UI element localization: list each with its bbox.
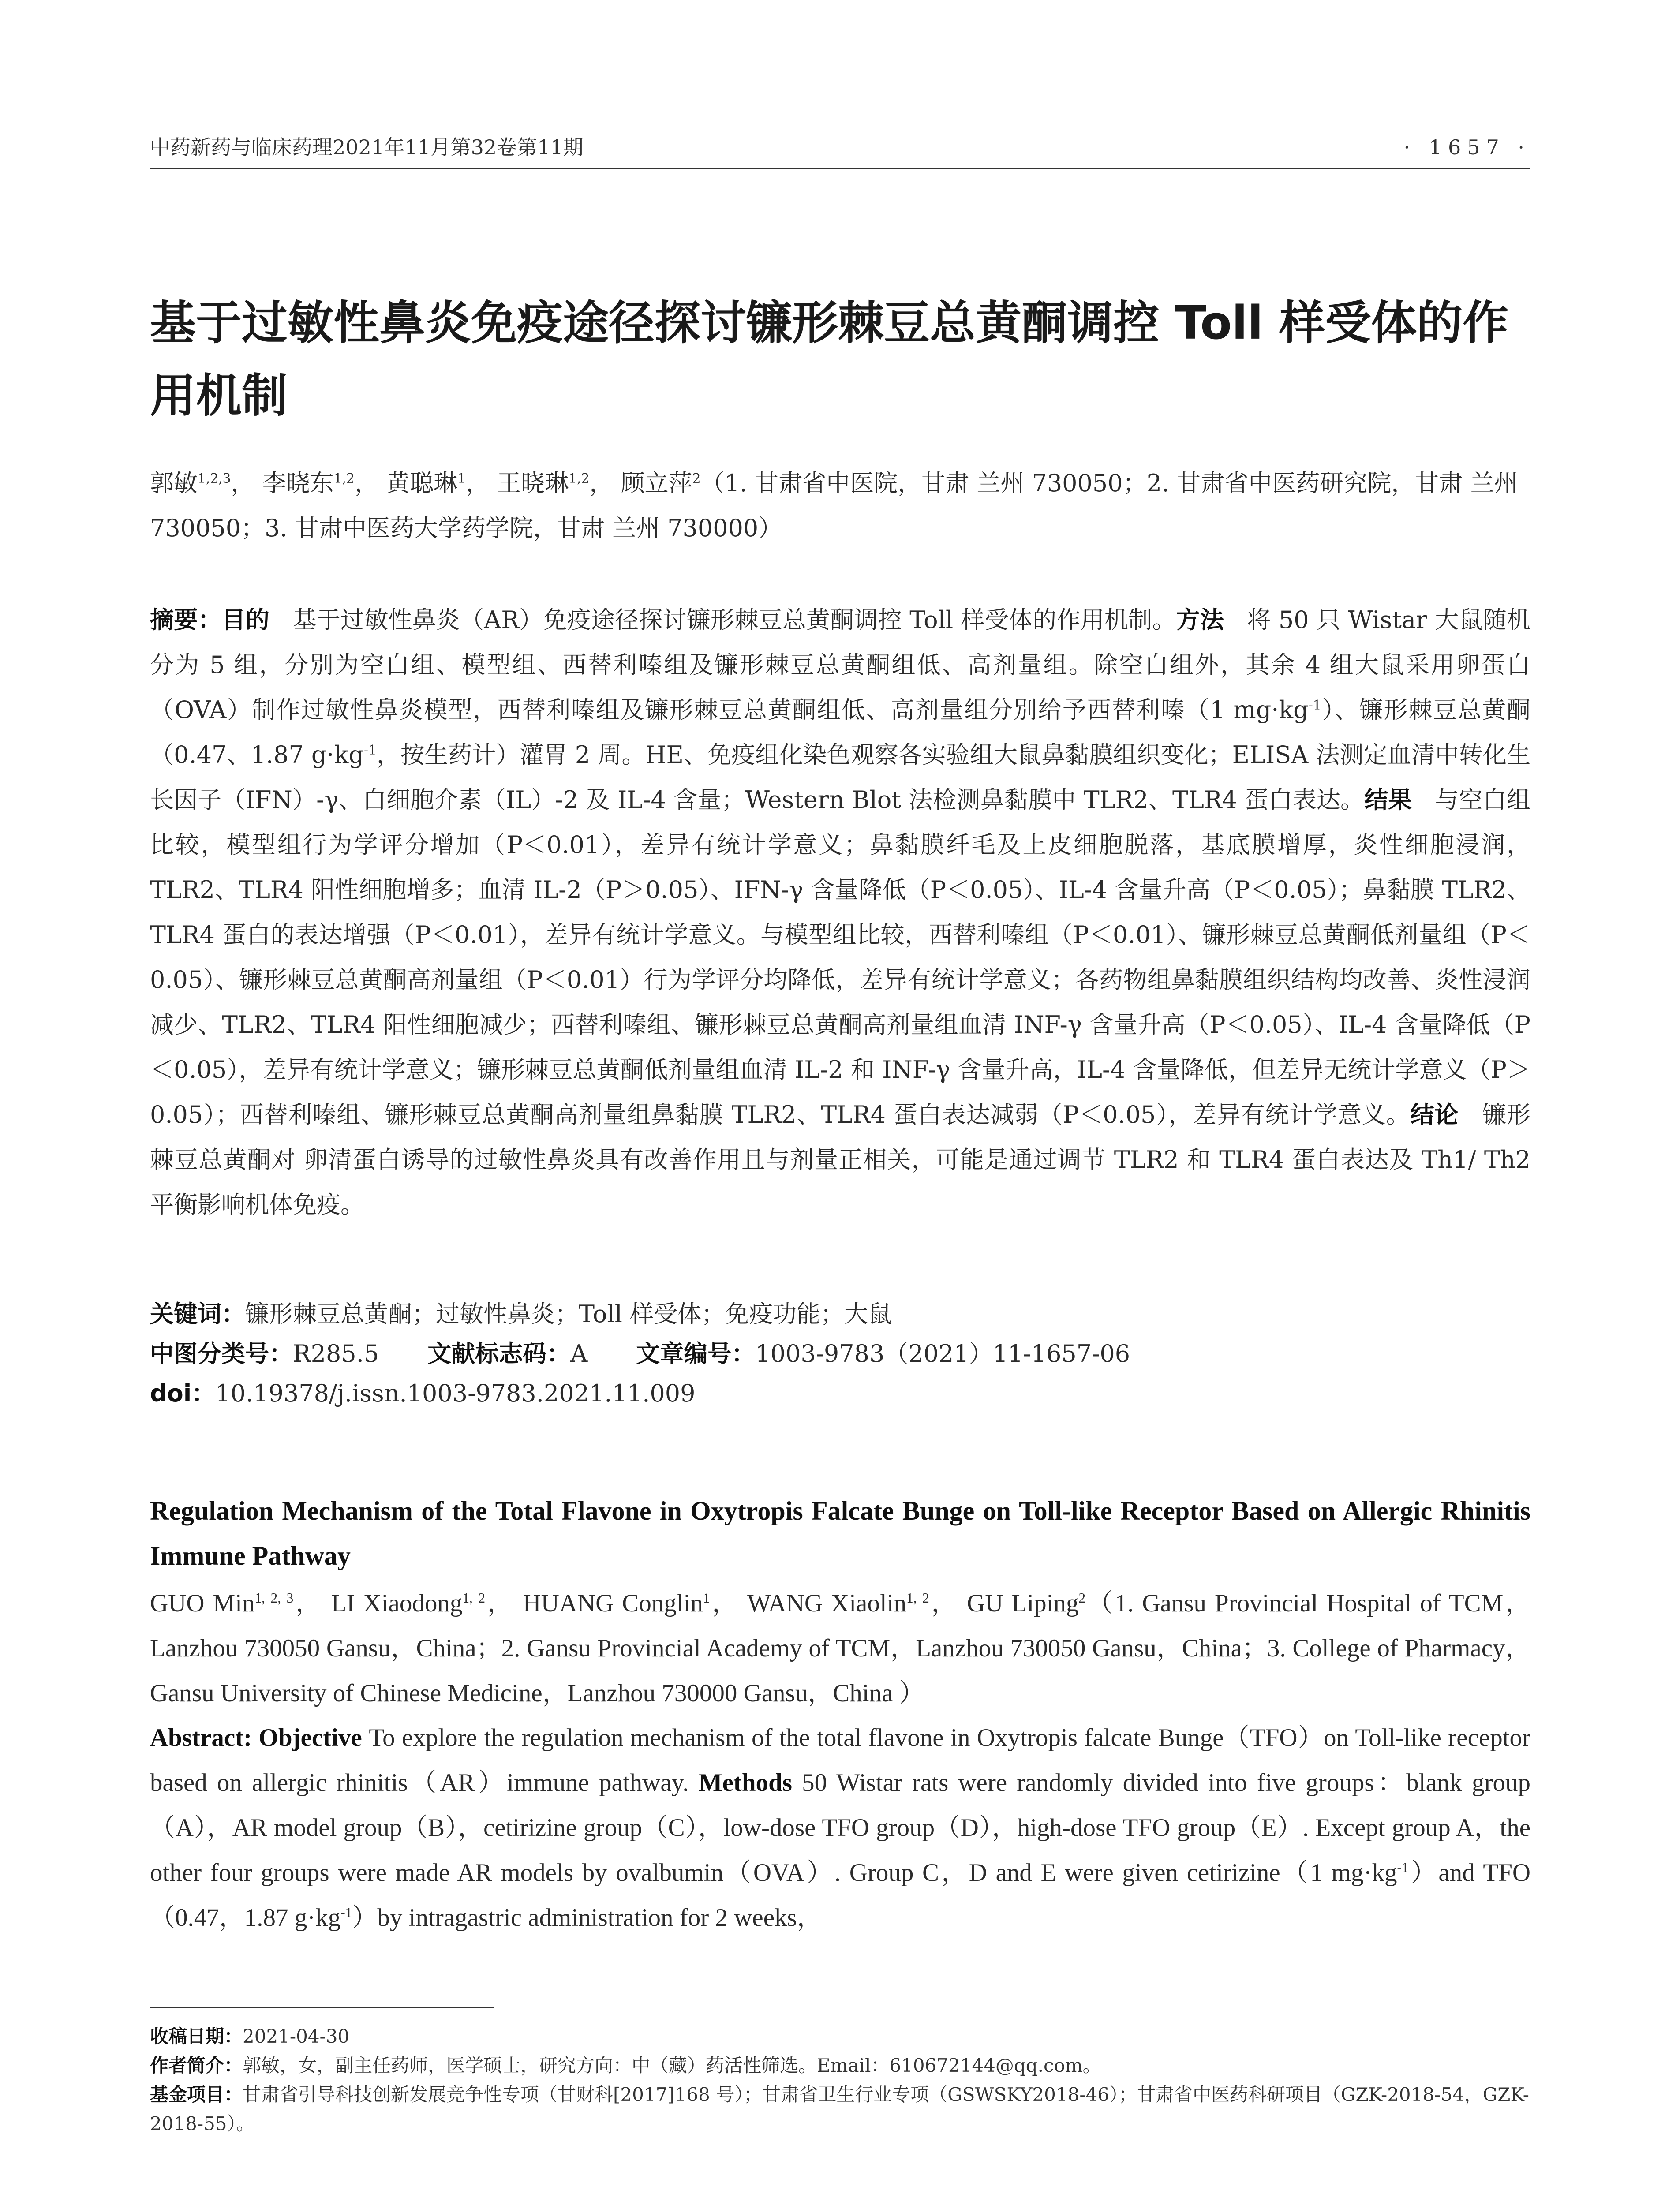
keywords-text: 镰形棘豆总黄酮；过敏性鼻炎；Toll 样受体；免疫功能；大鼠 xyxy=(245,1300,892,1328)
author-name: 王晓琳 xyxy=(497,469,569,497)
author-name: 黄聪琳 xyxy=(386,469,458,497)
objective-en-label: Objective xyxy=(258,1724,362,1752)
author-name: HUANG Conglin xyxy=(523,1589,703,1617)
methods-label: 方法 xyxy=(1176,606,1224,634)
abstract-label: 摘要： xyxy=(150,606,222,634)
author-name: LI Xiaodong xyxy=(331,1589,463,1617)
author-name: WANG Xiaolin xyxy=(747,1589,907,1617)
methods-en-text: ）by intragastric administration for 2 weeks， xyxy=(352,1904,822,1932)
article-no-value: 1003-9783（2021）11-1657-06 xyxy=(755,1340,1130,1368)
doi-label: doi： xyxy=(150,1379,216,1407)
classification-line xyxy=(150,1334,1530,1374)
author-name: 李晓东 xyxy=(262,469,334,497)
unit-exponent: -1 xyxy=(340,1905,352,1920)
author-bio xyxy=(150,2051,1530,2080)
author-affiliation-mark: 1, 2, 3 xyxy=(254,1590,294,1606)
funding xyxy=(150,2080,1530,2138)
header-rule xyxy=(150,168,1530,169)
author-bio-text: 郭敏，女，副主任药师，医学硕士，研究方向：中（藏）药活性筛选。Email：610672144@qq.com。 xyxy=(243,2055,1101,2076)
author-affiliation-mark: 1 xyxy=(457,471,466,486)
journal-info: 中药新药与临床药理2021年11月第32卷第11期 xyxy=(150,135,584,159)
objective-en-text: To explore the regulation mechanism of the total flavone in Oxytropis falcate Bunge（TFO）on Toll-like receptor based on allergic rhinitis（AR）immune pathway. xyxy=(150,1724,1531,1797)
page-number: · 1657 · xyxy=(1403,135,1530,159)
clc-value: R285.5 xyxy=(293,1340,379,1368)
received-date xyxy=(150,2022,1530,2051)
unit-exponent: -1 xyxy=(1397,1860,1409,1875)
doi-line xyxy=(150,1374,1530,1413)
doc-code-value: A xyxy=(570,1340,588,1368)
methods-en-text: 50 Wistar rats were randomly divided into five groups：blank group（A），AR model group（B），cetirizine group（C），low-dose TFO group（D），high-dose TFO group（E）. Except group A，the other four groups were made AR models by ovalbumin（OVA）. Group C，D and E were given cetirizine（1 mg·kg xyxy=(150,1769,1531,1887)
doc-code-label: 文献标志码： xyxy=(427,1340,571,1368)
author-affiliation-mark: 2 xyxy=(1078,1590,1086,1606)
affiliations-chinese: （1. 甘肃省中医院，甘肃 兰州 730050；2. 甘肃省中医药研究院，甘肃 兰州 730050；3. 甘肃中医药大学药学院，甘肃 兰州 730000） xyxy=(150,469,1518,542)
methods-text: ，按生药计）灌胃 2 周。HE、免疫组化染色观察各实验组大鼠鼻黏膜组织变化；ELISA 法测定血清中转化生长因子（IFN）-γ、白细胞介素（IL）-2 及 IL-4 含量；Western Blot 法检测鼻黏膜中 TLR2、TLR4 蛋白表达。 xyxy=(150,741,1530,814)
keywords-label: 关键词： xyxy=(150,1300,245,1328)
running-head xyxy=(150,131,1530,161)
author-affiliation-mark: 1,2 xyxy=(569,471,590,486)
authors-chinese: 郭敏$^{1,2,3}$， 李晓东$^{1,2}$， 黄聪琳$^1$， 王晓琳$^{1,2}$， 顾立萍$^2$（1. 甘肃省中医院，甘肃 兰州 730050；2. 甘肃省中医药研究院，甘肃 兰州 730050；3. 甘肃中医药大学药学院，甘肃 兰州 730000） xyxy=(150,469,1518,542)
title-english: Regulation Mechanism of the Total Flavone in Oxytropis Falcate Bunge on Toll-like Receptor Based on Allergic Rhinitis Immune Pathway xyxy=(150,1496,1530,1570)
keywords-line xyxy=(150,1294,1530,1334)
received-label: 收稿日期： xyxy=(150,2026,243,2047)
clc-label: 中图分类号： xyxy=(150,1340,293,1368)
methods-en-text: ）and TFO（0.47，1.87 g·kg xyxy=(150,1859,1530,1932)
article-no-label: 文章编号： xyxy=(636,1340,756,1368)
results-text: 与空白组比较，模型组行为学评分增加（P＜0.01），差异有统计学意义；鼻黏膜纤毛及上皮细胞脱落，基底膜增厚，炎性细胞浸润，TLR2、TLR4 阳性细胞增多；血清 IL-2（P＞0.05）、IFN-γ 含量降低（P＜0.05）、IL-4 含量升高（P＜0.05）；鼻黏膜 TLR2、TLR4 蛋白的表达增强（P＜0.01），差异有统计学意义。与模型组比较，西替利嗪组（P＜0.01）、镰形棘豆总黄酮低剂量组（P＜0.05）、镰形棘豆总黄酮高剂量组（P＜0.01）行为学评分均降低，差异有统计学意义；各药物组鼻黏膜组织结构均改善、炎性浸润减少、TLR2、TLR4 阳性细胞减少；西替利嗪组、镰形棘豆总黄酮高剂量组血清 INF-γ 含量升高（P＜0.05）、IL-4 含量降低（P＜0.05），差异有统计学意义；镰形棘豆总黄酮低剂量组血清 IL-2 和 INF-γ 含量升高，IL-4 含量降低，但差异无统计学意义（P＞0.05）；西替利嗪组、镰形棘豆总黄酮高剂量组鼻黏膜 TLR2、TLR4 蛋白表达减弱（P＜0.05），差异有统计学意义。 xyxy=(150,786,1530,1129)
footnotes xyxy=(150,2022,1530,2138)
received-value: 2021-04-30 xyxy=(243,2026,350,2047)
unit-exponent: -1 xyxy=(363,743,377,758)
objective-text: 基于过敏性鼻炎（AR）免疫途径探讨镰形棘豆总黄酮调控 Toll 样受体的作用机制。 xyxy=(292,606,1176,634)
author-affiliation-mark: 1, 2 xyxy=(462,1590,486,1606)
doi-link[interactable]: 10.19378/j.issn.1003-9783.2021.11.009 xyxy=(215,1379,696,1407)
affiliations-english: （1. Gansu Provincial Hospital of TCM，Lanzhou 730050 Gansu，China；2. Gansu Provincial Academy of TCM，Lanzhou 730050 Gansu，China；3. College of Pharmacy，Gansu University of Chinese Medicine，Lanzhou 730000 Gansu，China ） xyxy=(150,1589,1531,1707)
authors-english: GUO Min$^{1, 2, 3}$， LI Xiaodong$^{1, 2}$， HUANG Conglin$^1$， WANG Xiaolin$^{1, 2}$， GU Liping$^2$（1. Gansu Provincial Hospital of TCM，Lanzhou 730050 Gansu，China；2. Gansu Provincial Academy of TCM，Lanzhou 730050 Gansu，China；3. College of Pharmacy，Gansu University of Chinese Medicine，Lanzhou 730000 Gansu，China ） xyxy=(150,1589,1531,1707)
results-label: 结果 xyxy=(1364,786,1412,814)
author-bio-label: 作者简介： xyxy=(150,2055,243,2076)
objective-label: 目的 xyxy=(221,606,270,634)
conclusion-text: 镰形棘豆总黄酮对 卵清蛋白诱导的过敏性鼻炎具有改善作用且与剂量正相关，可能是通过调节 TLR2 和 TLR4 蛋白表达及 Th1/ Th2 平衡影响机体免疫。 xyxy=(150,1101,1531,1218)
abstract-chinese xyxy=(150,598,1530,1227)
author-name: 郭敏 xyxy=(150,469,198,497)
abstract-en-label: Abstract: xyxy=(150,1724,252,1752)
methods-text: 将 50 只 Wistar 大鼠随机分为 5 组，分别为空白组、模型组、西替利嗪组及镰形棘豆总黄酮组低、高剂量组。除空白组外，其余 4 组大鼠采用卵蛋白（OVA）制作过敏性鼻炎模型，西替利嗪组及镰形棘豆总黄酮组低、高剂量组分别给予西替利嗪（1 mg·kg xyxy=(150,606,1531,724)
methods-text: ）、镰形棘豆总黄酮（0.47、1.87 g·kg xyxy=(150,696,1531,769)
author-affiliation-mark: 1,2 xyxy=(333,471,355,486)
funding-label: 基金项目： xyxy=(150,2084,243,2105)
abstract-english xyxy=(150,1715,1530,1940)
author-affiliation-mark: 1, 2 xyxy=(906,1590,929,1606)
footnote-rule xyxy=(150,2007,494,2008)
author-affiliation-mark: 2 xyxy=(692,471,701,486)
author-name: 顾立萍 xyxy=(621,469,692,497)
author-affiliation-mark: 1,2,3 xyxy=(198,471,231,486)
title-chinese: 基于过敏性鼻炎免疫途径探讨镰形棘豆总黄酮调控 Toll 样受体的作用机制 xyxy=(150,296,1509,422)
author-name: GU Liping xyxy=(967,1589,1079,1617)
funding-text: 甘肃省引导科技创新发展竞争性专项（甘财科[2017]168 号）；甘肃省卫生行业专项（GSWSKY2018-46）；甘肃省中医药科研项目（GZK-2018-54，GZK-2018-55）。 xyxy=(150,2084,1529,2134)
author-affiliation-mark: 1 xyxy=(703,1590,710,1606)
unit-exponent: -1 xyxy=(1308,698,1321,713)
methods-en-label: Methods xyxy=(698,1769,792,1797)
conclusion-label: 结论 xyxy=(1410,1101,1459,1129)
author-name: GUO Min xyxy=(150,1589,255,1617)
